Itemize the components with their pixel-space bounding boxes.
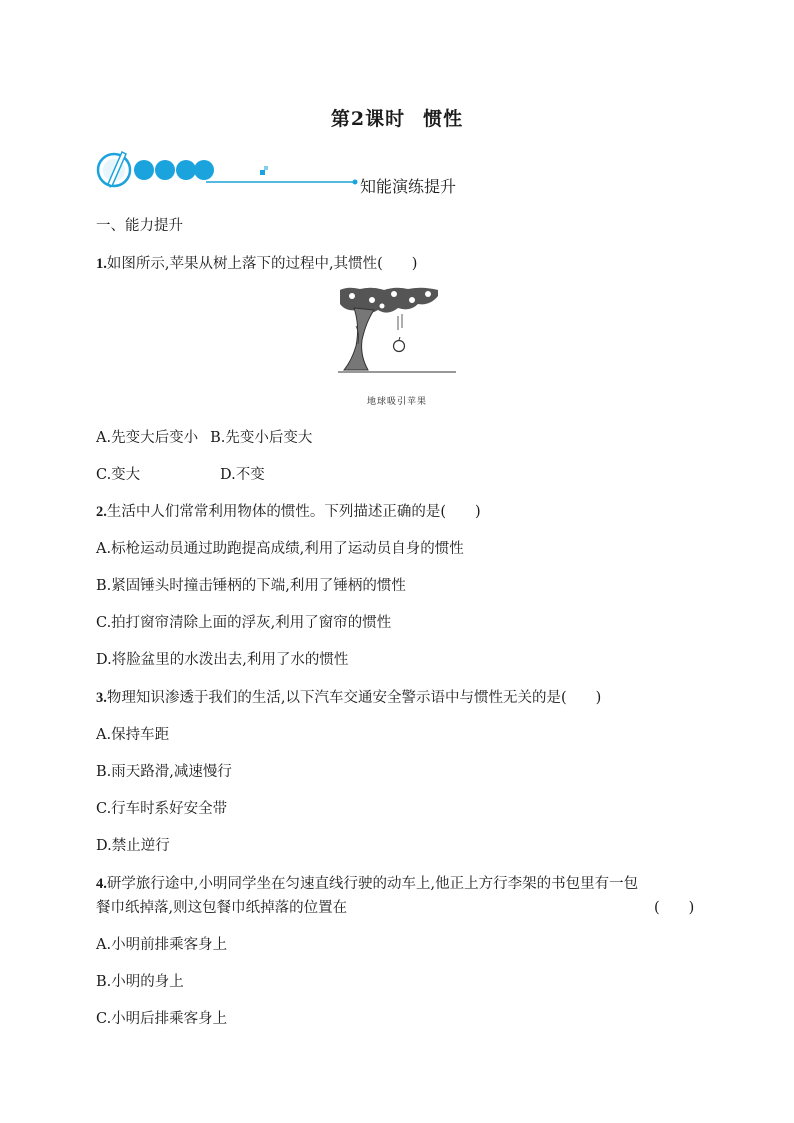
question-text: 物理知识渗透于我们的生活,以下汽车交通安全警示语中与惯性无关的是( )	[106, 690, 602, 706]
options-row-2	[96, 463, 265, 484]
question-4	[96, 872, 638, 893]
option-c: C.小明后排乘客身上	[96, 1011, 228, 1027]
lesson-number: 第2课时	[330, 108, 406, 130]
option-a: A.保持车距	[96, 727, 170, 743]
option-d: D.不变	[220, 467, 265, 483]
dots-decoration-icon	[134, 160, 214, 180]
question-3	[96, 686, 601, 707]
banner-label: 知能演练提升	[360, 177, 457, 196]
question-number: 2.	[96, 504, 107, 520]
page-title	[0, 104, 794, 131]
figure-caption: 地球吸引苹果	[366, 397, 427, 407]
question-number: 1.	[96, 256, 107, 272]
option-b: B.小明的身上	[96, 974, 184, 990]
option-a: A.先变大后变小	[96, 430, 199, 446]
option-b: B.雨天路滑,减速慢行	[96, 764, 232, 780]
option-b: B.先变小后变大	[210, 430, 313, 446]
option-b: B.紧固锤头时撞击锤柄的下端,利用了锤柄的惯性	[96, 578, 406, 594]
squares-decoration-icon	[260, 166, 268, 175]
option-a: A.小明前排乘客身上	[96, 937, 228, 953]
option-d: D.将脸盆里的水泼出去,利用了水的惯性	[96, 652, 349, 668]
section-heading: 一、能力提升	[96, 218, 183, 234]
question-text-line2: 餐巾纸掉落,则这包餐巾纸掉落的位置在	[96, 900, 348, 916]
question-number: 3.	[96, 690, 107, 706]
options-row-1	[96, 426, 312, 447]
answer-bracket: ( )	[654, 900, 695, 916]
apple-tree-figure	[338, 286, 456, 376]
question-text: 如图所示,苹果从树上落下的过程中,其惯性( )	[106, 256, 418, 272]
question-1	[96, 252, 417, 273]
question-2	[96, 500, 481, 521]
lesson-topic: 惯性	[423, 108, 464, 130]
question-4-line2	[96, 896, 347, 917]
question-number: 4.	[96, 876, 107, 892]
option-c: C.拍打窗帘清除上面的浮灰,利用了窗帘的惯性	[96, 615, 392, 631]
option-c: C.变大	[96, 467, 141, 483]
option-d: D.禁止逆行	[96, 838, 170, 854]
pen-logo-icon	[98, 152, 130, 188]
option-c: C.行车时系好安全带	[96, 801, 228, 817]
question-text: 生活中人们常常利用物体的惯性。下列描述正确的是( )	[106, 504, 481, 520]
option-a: A.标枪运动员通过助跑提高成绩,利用了运动员自身的惯性	[96, 541, 464, 557]
question-text-line1: 研学旅行途中,小明同学坐在匀速直线行驶的动车上,他正上方行李架的书包里有一包	[106, 876, 639, 892]
